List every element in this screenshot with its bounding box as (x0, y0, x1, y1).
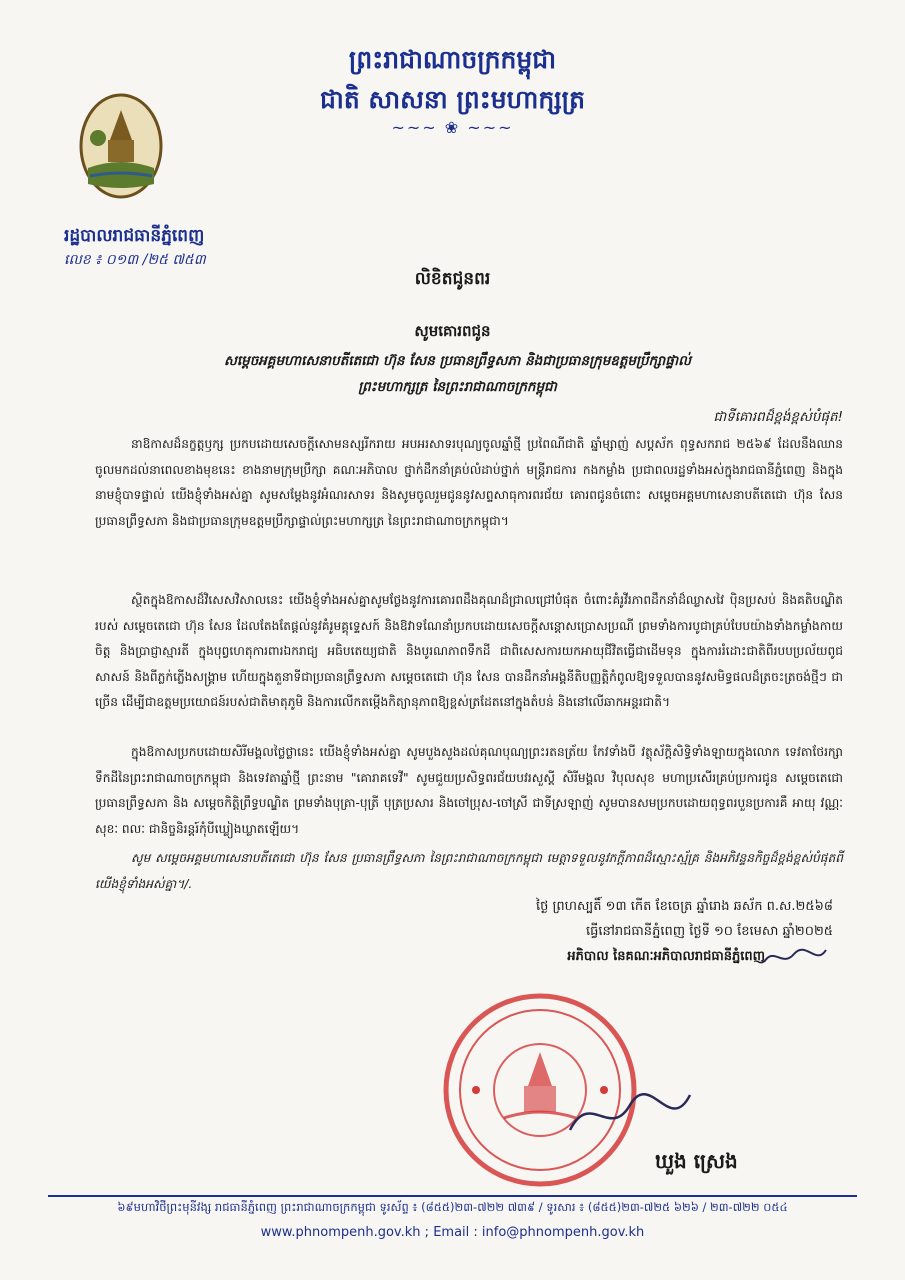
letter-title: លិខិតជូនពរ (414, 269, 491, 289)
signature-stroke-icon (560, 1080, 700, 1150)
addressee-line-2: ព្រះមហាក្សត្រ នៃព្រះរាជាណាចក្រកម្ពុជា (358, 379, 557, 395)
paragraph-4: សូម សម្តេចអគ្គមហាសេនាបតីតេជោ ហ៊ុន សែន ប្រធានព្រឹទ្ធសភា នៃព្រះរាជាណាចក្រកម្ពុជា មេត្តាទទួលនូវភក្តីភាពដ៏ស្មោះស្ម័គ្រ និងអភិវន្ទនកិច្ចដ៏ខ្ពង់ខ្ពស់បំផុតពីយើងខ្ញុំទាំងអស់គ្នា។/. (95, 851, 843, 891)
footer-contact: www.phnompenh.gov.kh ; Email : info@phnompenh.gov.kh (260, 1225, 645, 1240)
addressee (80, 348, 835, 400)
paragraph-1: នាឱកាសដ៏នក្ខត្តឫក្ស ប្រកបដោយសេចក្តីសោមនស្សរីករាយ អបអរសាទរបុណ្យចូលឆ្នាំថ្មី ប្រពៃណីជាតិ ឆ្នាំម្សាញ់ សប្តស័ក ពុទ្ធសករាជ ២៥៦៩ ដែលនឹងឈានចូលមកដល់នាពេលខាងមុខនេះ ខាងនាមក្រុមប្រឹក្សា គណៈអភិបាល ថ្នាក់ដឹកនាំគ្រប់លំដាប់ថ្នាក់ មន្ត្រីរាជការ កងកម្លាំង ប្រជាពលរដ្ឋទាំងអស់ក្នុងរាជធានីភ្នំពេញ និងក្នុងនាមខ្ញុំបាទផ្ទាល់ យើងខ្ញុំទាំងអស់គ្នា សូមសម្តែងនូវអំណរសាទរ និងសូមចូលរួមជូននូវសព្ទសាធុការពរជ័យ គោរពជូនចំពោះ សម្តេចអគ្គមហាសេនាបតីតេជោ ហ៊ុន សែន ប្រធានព្រឹទ្ធសភា និងជាប្រធានក្រុមឧត្តមប្រឹក្សាផ្ទាល់ព្រះមហាក្សត្រ នៃព្រះរាជាណាចក្រកម្ពុជា។ (95, 437, 843, 528)
header-ornament: ~~~ ❀ ~~~ (391, 118, 514, 137)
issuer-name: រដ្ឋបាលរាជធានីភ្នំពេញ (64, 226, 205, 246)
lunar-date: ថ្ងៃ ព្រហស្បតិ៍ ១៣ កើត ខែចេត្រ ឆ្នាំរោង ឆស័ក ព.ស.២៥៦៨ (535, 899, 833, 914)
greeting: ជាទីគោរពដ៏ខ្ពង់ខ្ពស់បំផុត! (713, 409, 843, 425)
paragraph-2: ស្ថិតក្នុងឱកាសដ៏វិសេសវិសាលនេះ យើងខ្ញុំទាំងអស់គ្នាសូមថ្លែងនូវការគោរពដឹងគុណដ៏ជ្រាលជ្រៅបំផុត ចំពោះគំរូវីរភាពដឹកនាំដ៏ឈ្លាសវៃ ប៉ិនប្រសប់ និងគតិបណ្ឌិតរបស់ សម្តេចតេជោ ហ៊ុន សែន ដែលតែងតែផ្តល់នូវគំរូមគ្គុទ្ទេសក៍ និងឱវាទណែនាំប្រកបដោយសេចក្តីសន្តោសប្រោសប្រណី ព្រមទាំងការបូជាគ្រប់បែបយ៉ាងទាំងកម្លាំងកាយ ចិត្ត និងប្រាជ្ញាស្មារតី ក្នុងបុព្វហេតុការពារឯករាជ្យ អធិបតេយ្យជាតិ និងបូរណភាពទឹកដី ជាពិសេសការយកអាយុជីវិតធ្វើជាដើមទុន ក្នុងការរំដោះជាតិពីរបបប្រល័យពូជសាសន៍ និងពីភ្លក់ភ្លើងសង្គ្រាម ហើយក្នុងតួនាទីជាប្រធានព្រឹទ្ធសភា សម្តេចតេជោ ហ៊ុន សែន បានដឹកនាំអង្គនីតិបញ្ញត្តិកំពូលឱ្យទទួលបាននូវសមិទ្ធផលដ៏ត្រចះត្រចង់ថ្មីៗ ជាច្រើន ដើម្បីជាឧត្តមប្រយោជន៍របស់ជាតិមាតុភូមិ និងការលើកតម្កើងកិត្យានុភាពឱ្យខ្ពស់ត្រដែតនៅក្នុងតំបន់ និងនៅលើឆាកអន្តរជាតិ។ (95, 593, 843, 709)
national-motto: ជាតិ សាសនា ព្រះមហាក្សត្រ (320, 85, 585, 114)
signer-name: ឃួង ស្រេង (655, 1149, 738, 1173)
footer-website[interactable]: www.phnompenh.gov.kh (260, 1225, 421, 1240)
footer-email[interactable]: info@phnompenh.gov.kh (481, 1225, 645, 1240)
footer-email-label: Email : (433, 1225, 478, 1240)
addressee-line-1: សម្តេចអគ្គមហាសេនាបតីតេជោ ហ៊ុន សែន ប្រធានព្រឹទ្ធសភា និងជាប្រធានក្រុមឧត្តមប្រឹក្សាផ្ទាល់ (224, 353, 691, 369)
footer-divider (48, 1195, 857, 1197)
respect-line: សូមគោរពជូន (414, 322, 491, 340)
reference-label: លេខ ៖ (64, 252, 102, 268)
signer-title: អភិបាល នៃគណៈអភិបាលរាជធានីភ្នំពេញ (567, 949, 765, 964)
paragraph-3: ក្នុងឱកាសប្រកបដោយសិរីមង្គលថ្លៃថ្លានេះ យើងខ្ញុំទាំងអស់គ្នា សូមបួងសួងដល់គុណបុណ្យព្រះរតនត្រ័យ កែវទាំងបី វត្ថុស័ក្តិសិទ្ធិទាំងឡាយក្នុងលោក ទេវតាថែរក្សាទឹកដីនៃព្រះរាជាណាចក្រកម្ពុជា និងទេវតាឆ្នាំថ្មី ព្រះនាម "គោរាគទេវី" សូមជួយប្រសិទ្ធពរជ័យបវរសួស្តី សិរីមង្គល វិបុលសុខ មហាប្រសើរគ្រប់ប្រការជូន សម្តេចតេជោប្រធានព្រឹទ្ធសភា និង សម្តេចកិត្តិព្រឹទ្ធបណ្ឌិត ព្រមទាំងបុត្រា-បុត្រី បុត្រប្រសារ និងចៅប្រុស-ចៅស្រី ជាទីស្រឡាញ់ សូមបានសមប្រកបដោយពុទ្ធពរបួនប្រការគឺ អាយុ វណ្ណៈ សុខៈ ពលៈ ជានិច្ចនិរន្តរ៍កុំបីឃ្លៀងឃ្លាតឡើយ។ (95, 745, 843, 836)
kingdom-title: ព្រះរាជាណាចក្រកម្ពុជា (348, 45, 557, 74)
footer-address: ៦៩មហាវិថីព្រះមុនីវង្ស រាជធានីភ្នំពេញ ព្រះរាជាណាចក្រកម្ពុជា ទូរស័ព្ទ ៖ (៨៥៥)២៣-៧២២ ៧៣៩ / ទូរសារ ៖ (៨៥៥)២៣-៧២៥ ៦២៦ / ២៣-៧២២ ០៥៤ (117, 1200, 788, 1214)
initials-mark-icon (760, 944, 830, 970)
city-emblem-icon (78, 92, 164, 200)
place-date: ធ្វើនៅរាជធានីភ្នំពេញ ថ្ងៃទី ១០ ខែមេសា ឆ្នាំ២០២៥ (586, 924, 833, 939)
reference-value: ០១៣ /២៥ ៧៥៣ (105, 252, 206, 268)
